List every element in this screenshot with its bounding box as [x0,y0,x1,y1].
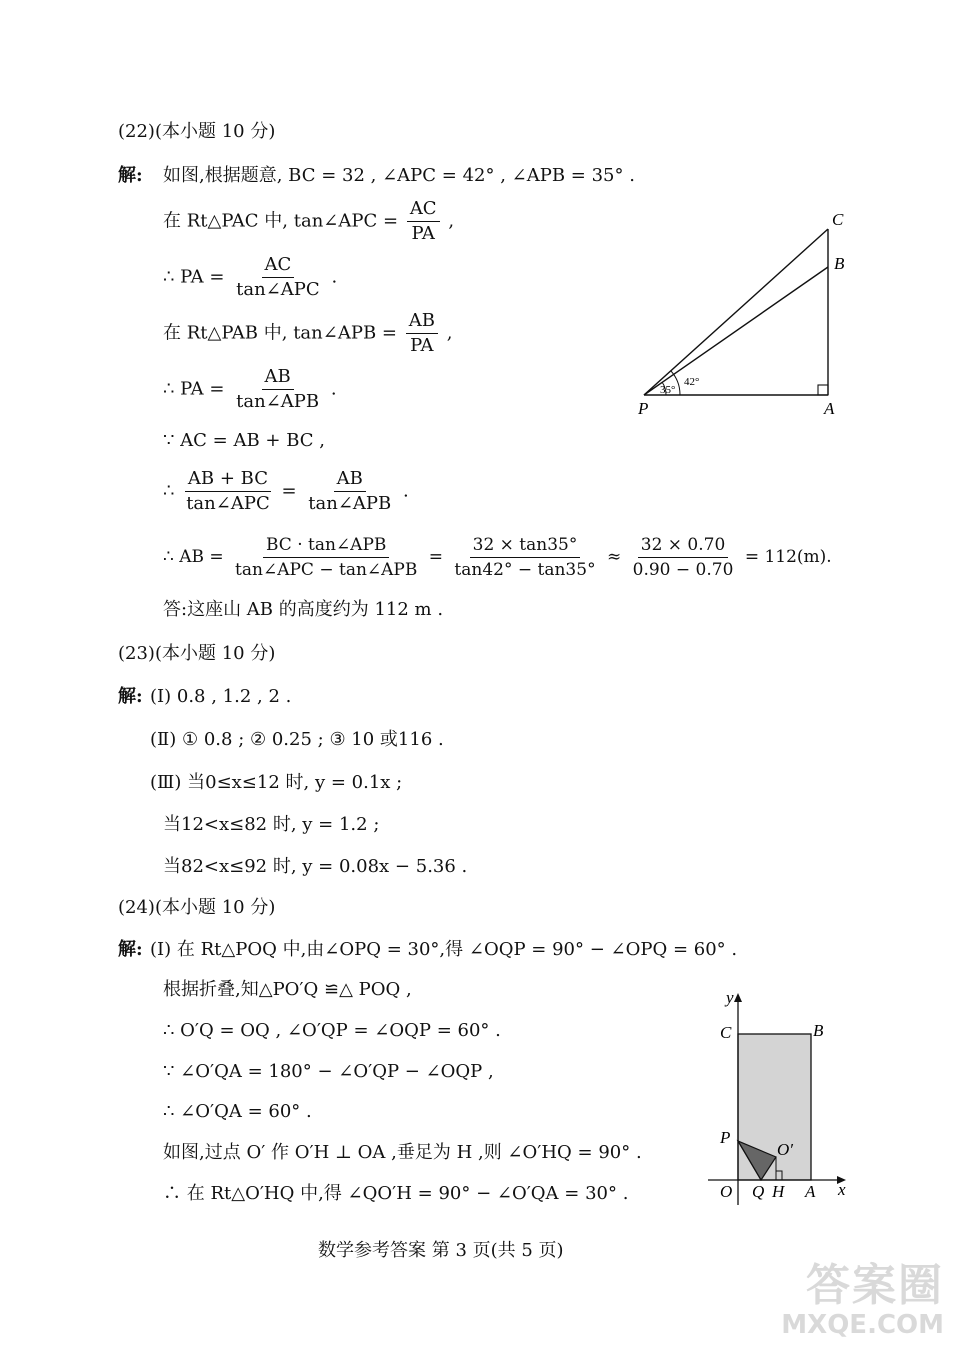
q22-label-42deg: 42° [684,376,700,388]
q22-line-PC [644,229,828,395]
q24-label-Q: Q [752,1182,765,1201]
q22-label-35deg: 35° [660,384,676,396]
q23-part-2: (Ⅱ) ① 0.8 ; ② 0.25 ; ③ 10 或116 . [150,729,444,750]
q22-l5-prefix: ∴ PA = [163,378,225,400]
q22-label-B: B [834,254,845,273]
q22-l7-fraction-2 [305,468,394,515]
q22-right-angle-mark [818,385,828,395]
q24-label-P: P [720,1128,731,1147]
q22-l8-num3: 32 × 0.70 [638,534,729,558]
q22-l3-suffix: . [331,266,338,288]
q24-line-6: 如图,过点 O′ 作 O′H ⊥ OA ,垂足为 H ,则 ∠O′HQ = 90° . [163,1142,642,1163]
q24-y-arrow [734,993,742,1002]
q22-l8-den1: tan∠APC − tan∠APB [235,560,418,580]
q22-l3-num: AC [262,254,295,278]
q22-line-5 [163,366,337,413]
q24-coordinate-figure [700,985,860,1210]
q22-l7-den1: tan∠APC [186,493,270,514]
q22-l8-num1: BC · tan∠APB [263,534,389,558]
q22-l5-den: tan∠APB [236,391,320,412]
q24-line-4: ∵ ∠O′QA = 180° − ∠O′QP − ∠OQP , [163,1061,494,1082]
q22-l8-eq1: = [428,547,444,567]
q22-l8-fraction-2 [451,534,598,581]
q22-l8-num2: 32 × tan35° [470,534,581,558]
q22-l8-den2: tan42° − tan35° [454,560,596,580]
q23-header: (23)(本小题 10 分) [118,643,276,664]
q22-l8-fraction-1 [232,534,420,581]
q22-l8-fraction-3 [630,534,737,581]
q22-line-3 [163,254,337,301]
q24-solution-label: 解: [118,939,143,960]
q22-l3-den: tan∠APC [236,279,320,300]
q24-line-3: ∴ O′Q = OQ , ∠O′QP = ∠OQP = 60° . [163,1020,501,1041]
q24-line-1: (Ⅰ) 在 Rt△POQ 中,由∠OPQ = 30°,得 ∠OQP = 90° − ∠OPQ = 60° . [150,939,738,960]
q22-line-1: 如图,根据题意, BC = 32 , ∠APC = 42° , ∠APB = 35° . [163,165,635,186]
watermark-bottom: MXQE.COM [781,1310,944,1340]
q22-l4-fraction [406,310,438,357]
q24-line-7: ∴ 在 Rt△O′HQ 中,得 ∠QO′H = 90° − ∠O′QA = 30° . [163,1183,629,1204]
q22-l7-num1: AB + BC [185,468,271,492]
q22-label-C: C [832,210,844,229]
page-footer: 数学参考答案 第 3 页(共 5 页) [318,1240,564,1261]
q22-l2-prefix: 在 Rt△PAC 中, tan∠APC = [163,210,399,232]
q22-l8-prefix: ∴ AB = [163,547,224,567]
q24-label-A: A [805,1182,816,1201]
q22-line-8 [163,534,832,581]
q22-triangle-figure [630,205,860,420]
q22-l5-fraction [233,366,322,413]
q22-l3-prefix: ∴ PA = [163,266,225,288]
q22-l7-prefix: ∴ [163,480,175,502]
q23-part-3-case-2: 当12<x≤82 时, y = 1.2 ; [163,814,380,835]
q22-solution-label: 解: [118,165,143,186]
q22-line-4 [163,310,452,357]
q22-line-6: ∵ AC = AB + BC , [163,430,325,451]
q23-part-1: (Ⅰ) 0.8 , 1.2 , 2 . [150,686,292,707]
q22-label-A: A [824,399,835,418]
q22-l7-num2: AB [334,468,366,492]
q24-label-O: O [720,1182,733,1201]
q22-l2-num: AC [407,198,440,222]
q22-label-P: P [638,399,649,418]
q24-label-C: C [720,1023,732,1042]
q22-l5-num: AB [262,366,294,390]
watermark [781,1262,944,1340]
q22-l7-fraction-1 [183,468,273,515]
q24-label-Oprime: O′ [777,1140,793,1159]
q22-l3-fraction [233,254,323,301]
q22-answer: 答:这座山 AB 的高度约为 112 m . [163,599,444,620]
q24-label-B: B [813,1021,824,1040]
q22-line-7 [163,468,409,515]
q22-header: (22)(本小题 10 分) [118,121,276,142]
q22-l4-suffix: , [446,322,453,344]
q23-part-3: (Ⅲ) 当0≤x≤12 时, y = 0.1x ; [150,772,403,793]
q22-l5-suffix: . [330,378,337,400]
q22-l2-fraction [407,198,440,245]
q22-l4-prefix: 在 Rt△PAB 中, tan∠APB = [163,322,397,344]
q24-line-5: ∴ ∠O′QA = 60° . [163,1101,312,1122]
q23-part-3-case-3: 当82<x≤92 时, y = 0.08x − 5.36 . [163,856,468,877]
q24-line-2: 根据折叠,知△PO′Q ≌△ POQ , [163,979,412,1000]
q22-l8-suffix: = 112(m). [744,547,832,567]
q22-l2-suffix: , [448,210,455,232]
q22-line-PB [644,267,828,395]
q22-l4-den: PA [410,335,434,356]
q24-label-H: H [772,1182,785,1201]
q22-line-2 [163,198,454,245]
q22-l4-num: AB [406,310,438,334]
q24-header: (24)(本小题 10 分) [118,897,276,918]
q22-l7-eq: = [281,480,297,502]
watermark-top: 答案圈 [806,1260,944,1311]
q22-l8-eq2: ≈ [606,547,622,567]
q24-label-y: y [726,988,734,1007]
q24-label-x: x [838,1180,846,1199]
q22-l7-suffix: . [403,480,409,502]
q23-solution-label: 解: [118,686,143,707]
q22-l7-den2: tan∠APB [308,493,392,514]
q22-l2-den: PA [411,223,435,244]
q22-l8-den3: 0.90 − 0.70 [632,560,734,580]
